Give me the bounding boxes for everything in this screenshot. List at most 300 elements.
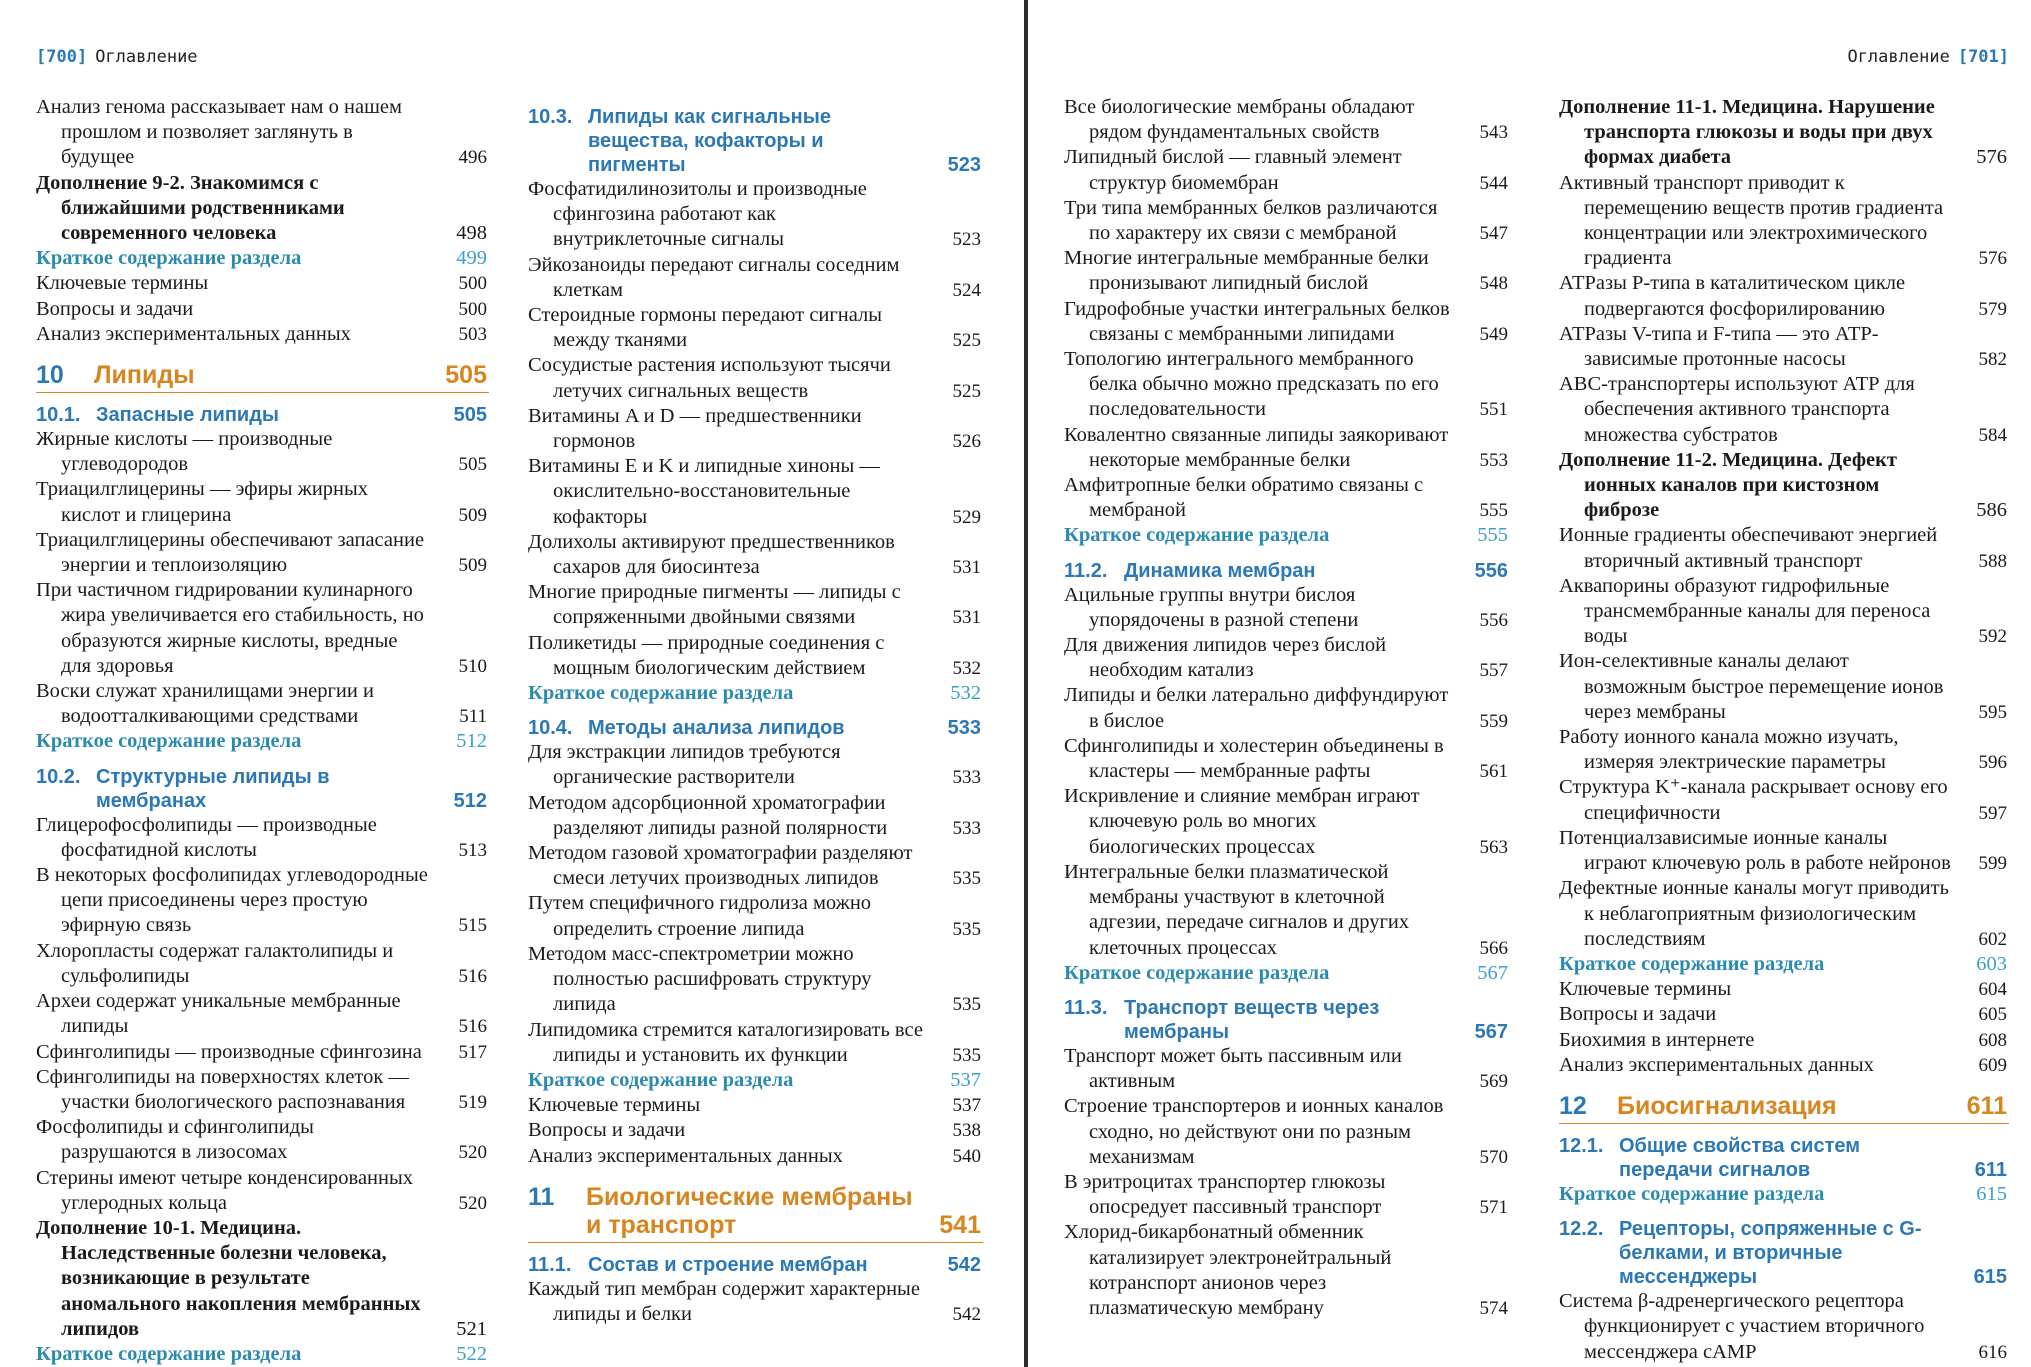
entry-title: Искривление и слияние мембран играют ключевую роль во многих биологических процессах <box>1064 785 1420 858</box>
toc-entry <box>1559 523 2009 573</box>
entry-title: Краткое содержание раздела <box>1559 952 1825 975</box>
entry-title: Дополнение 11-1. Медицина. Нарушение транспорта глюкозы и воды при двух формах диабета <box>1559 96 1935 169</box>
section-heading <box>1064 559 1510 583</box>
section-number: 10.3. <box>528 106 573 128</box>
summary-entry <box>1559 952 2009 977</box>
toc-entry <box>1064 145 1510 195</box>
section-title-text: Транспорт веществ через мембраны <box>1124 996 1380 1043</box>
entry-page-number: 605 <box>1978 1004 2007 1026</box>
toc-entry <box>1064 633 1510 683</box>
toc-entry <box>1064 683 1510 733</box>
entry-page-number: 608 <box>1978 1029 2007 1051</box>
summary-entry <box>1064 961 1510 986</box>
toc-entry <box>36 297 489 322</box>
entry-page-number: 523 <box>952 229 981 251</box>
right-header-title: Оглавление <box>1847 47 1950 67</box>
entry-page-number: 519 <box>458 1091 487 1113</box>
entry-page-number: 567 <box>1477 961 1508 984</box>
entry-title: Дополнение 11-2. Медицина. Дефект ионных каналов при кистозном фиброзе <box>1559 448 1897 522</box>
toc-entry <box>528 1093 983 1118</box>
section-title <box>528 716 983 740</box>
entry-page-number: 592 <box>1978 626 2007 648</box>
toc-entry <box>1559 725 2009 775</box>
section-number: 10.1. <box>36 404 81 427</box>
entry-page-number: 574 <box>1479 1297 1508 1319</box>
toc-entry <box>1559 826 2009 876</box>
entry-page-number: 522 <box>456 1342 487 1365</box>
entry-title: Триацилглицерины — эфиры жирных кислот и глицерина <box>36 478 369 526</box>
entry-title: Триацилглицерины обеспечивают запасание энергии и теплоизоляцию <box>36 528 425 577</box>
entry-page-number: 570 <box>1479 1146 1508 1168</box>
entry-title: Сфинголипиды — производные сфингозина <box>36 1040 422 1063</box>
section-heading <box>1064 996 1510 1044</box>
toc-entry <box>1064 423 1510 473</box>
supplement-entry <box>1559 95 2009 171</box>
entry-title: Стерины имеют четыре конденсированных углеродных кольца <box>36 1166 414 1214</box>
entry-title: АТРазы V-типа и F-типа — это АТР-зависимые протонные насосы <box>1559 322 1879 371</box>
toc-entry <box>528 841 983 891</box>
chapter-heading <box>1559 1092 2009 1124</box>
toc-entry <box>1559 649 2009 725</box>
section-page-number: 615 <box>1973 1266 2007 1289</box>
entry-title: Гидрофобные участки интегральных белков связаны с мембранными липидами <box>1064 297 1450 345</box>
entry-title: Краткое содержание раздела <box>1064 961 1330 984</box>
toc-entry <box>36 578 489 679</box>
entry-page-number: 555 <box>1479 500 1508 522</box>
entry-title: Анализ экспериментальных данных <box>528 1144 843 1167</box>
entry-title: Витамины E и K и липидные хиноны — окислительно-восстановительные кофакторы <box>528 455 880 528</box>
entry-page-number: 498 <box>456 222 487 245</box>
entry-title: Глицерофосфолипиды — производные фосфатидной кислоты <box>36 813 377 861</box>
section-number: 12.2. <box>1559 1218 1604 1241</box>
entry-title: Фосфатидилинозитолы и производные сфингозина работают как внутриклеточные сигналы <box>528 178 867 251</box>
toc-entry <box>528 1118 983 1143</box>
entry-page-number: 569 <box>1479 1071 1508 1093</box>
entry-page-number: 503 <box>458 323 487 345</box>
supplement-entry <box>1559 448 2009 524</box>
toc-entry <box>1559 1289 2009 1365</box>
toc-entry <box>1559 876 2009 952</box>
chapter-heading <box>528 1183 983 1243</box>
entry-title: ABC-транспортеры используют АТР для обеспечения активного транспорта множества субстратов <box>1559 373 1915 446</box>
entry-title: Анализ экспериментальных данных <box>36 322 351 345</box>
toc-entry <box>1064 473 1510 523</box>
chapter-number: 10 <box>36 361 64 390</box>
entry-title: Хлорид-бикарбонатный обменник катализирует электронейтральный котранспорт анионов через плазматическую мембрану <box>1064 1221 1392 1319</box>
chapter-heading <box>36 361 489 393</box>
section-title-text: Запасные липиды <box>96 404 279 427</box>
toc-entry <box>1559 271 2009 321</box>
entry-title: Топологию интегрального мембранного белка обычно можно предсказать по его последовательности <box>1064 348 1439 421</box>
toc-entry <box>1559 171 2009 272</box>
entry-title: Транспорт может быть пассивным или активным <box>1064 1044 1402 1093</box>
summary-entry <box>36 1342 489 1367</box>
toc-entry <box>528 404 983 454</box>
entry-page-number: 500 <box>458 298 487 320</box>
toc-entry <box>1064 784 1510 860</box>
summary-entry <box>1064 523 1510 548</box>
toc-entry <box>528 1277 983 1327</box>
toc-entry <box>528 454 983 530</box>
entry-title: Краткое содержание раздела <box>528 682 794 705</box>
entry-page-number: 515 <box>458 915 487 937</box>
toc-entry <box>1559 775 2009 825</box>
section-heading <box>36 765 489 813</box>
entry-page-number: 525 <box>952 380 981 402</box>
section-page-number: 505 <box>453 404 487 427</box>
chapter-title <box>36 361 489 389</box>
entry-page-number: 597 <box>1978 802 2007 824</box>
summary-entry <box>1559 1182 2009 1207</box>
section-title <box>1559 1217 2009 1289</box>
section-number: 11.1. <box>528 1253 572 1276</box>
entry-title: Эйкозаноиды передают сигналы соседним клеткам <box>528 253 900 301</box>
entry-page-number: 582 <box>1978 349 2007 371</box>
toc-entry <box>1064 860 1510 961</box>
section-number: 12.1. <box>1559 1134 1604 1157</box>
toc-entry <box>1559 1028 2009 1053</box>
toc-entry <box>1064 734 1510 784</box>
toc-entry <box>36 863 489 939</box>
toc-entry <box>528 942 983 1018</box>
entry-title: Стероидные гормоны передают сигналы между тканями <box>528 304 883 352</box>
toc-entry <box>36 989 489 1039</box>
entry-page-number: 609 <box>1978 1054 2007 1076</box>
chapter-title-text: Биосигнализация <box>1617 1091 1837 1120</box>
toc-column-2 <box>528 95 983 1327</box>
section-title <box>1064 996 1510 1044</box>
entry-page-number: 510 <box>458 655 487 677</box>
section-heading <box>1559 1134 2009 1182</box>
entry-page-number: 603 <box>1976 952 2007 975</box>
entry-page-number: 604 <box>1978 979 2007 1001</box>
entry-title: Ключевые термины <box>36 272 209 295</box>
left-running-head <box>36 47 198 67</box>
entry-title: Все биологические мембраны обладают рядом фундаментальных свойств <box>1064 96 1415 144</box>
entry-page-number: 544 <box>1479 172 1508 194</box>
toc-column-1 <box>36 95 489 1367</box>
chapter-title-text: Липиды <box>94 361 195 390</box>
entry-page-number: 549 <box>1479 323 1508 345</box>
section-number: 11.3. <box>1064 996 1108 1019</box>
toc-entry <box>1064 246 1510 296</box>
entry-title: Жирные кислоты — производные углеводородов <box>36 428 333 476</box>
left-page-number: [700] <box>36 47 88 67</box>
entry-page-number: 553 <box>1479 449 1508 471</box>
entry-page-number: 556 <box>1479 609 1508 631</box>
section-title <box>528 1253 983 1277</box>
toc-entry <box>528 740 983 790</box>
toc-entry <box>36 528 489 578</box>
entry-title: Активный транспорт приводит к перемещению веществ против градиента концентрации или электрохимического градиента <box>1559 171 1944 270</box>
chapter-title <box>1559 1092 2009 1120</box>
toc-entry <box>36 813 489 863</box>
toc-entry <box>36 679 489 729</box>
entry-title: Аквапорины образуют гидрофильные трансмембранные каналы для переноса воды <box>1559 574 1931 648</box>
entry-title: Сфинголипиды на поверхностях клеток — участки биологического распознавания <box>36 1065 409 1113</box>
entry-page-number: 615 <box>1976 1182 2007 1205</box>
supplement-entry <box>36 171 489 247</box>
entry-page-number: 526 <box>952 431 981 453</box>
section-number: 11.2. <box>1064 559 1108 582</box>
entry-page-number: 538 <box>952 1120 981 1142</box>
entry-title: Для экстракции липидов требуются органические растворители <box>528 741 841 789</box>
entry-page-number: 588 <box>1978 550 2007 572</box>
toc-entry <box>528 1144 983 1169</box>
entry-title: Липидомика стремится каталогизировать все липиды и установить их функции <box>528 1018 923 1066</box>
entry-title: Биохимия в интернете <box>1559 1028 1755 1051</box>
summary-entry <box>528 681 983 706</box>
entry-title: Сосудистые растения используют тысячи летучих сигнальных веществ <box>528 354 891 402</box>
entry-title: Методом адсорбционной хроматографии разделяют липиды разной полярности <box>528 791 888 839</box>
entry-page-number: 595 <box>1978 701 2007 723</box>
entry-page-number: 517 <box>458 1041 487 1063</box>
toc-entry <box>1064 1170 1510 1220</box>
toc-entry <box>1559 322 2009 372</box>
summary-entry <box>36 246 489 271</box>
entry-page-number: 525 <box>952 330 981 352</box>
entry-title: Потенциалзависимые ионные каналы играют ключевую роль в работе нейронов <box>1559 826 1951 875</box>
section-heading <box>528 716 983 740</box>
section-page-number: 611 <box>1974 1158 2007 1181</box>
toc-entry <box>36 1115 489 1165</box>
entry-title: Краткое содержание раздела <box>36 1342 302 1365</box>
section-heading <box>528 1253 983 1277</box>
section-title <box>1559 1134 2009 1182</box>
toc-entry <box>1064 196 1510 246</box>
toc-entry <box>36 1040 489 1065</box>
entry-title: Краткое содержание раздела <box>36 730 302 753</box>
entry-title: Долихолы активируют предшественников сахаров для биосинтеза <box>528 530 895 579</box>
entry-title: Система β-адренергического рецептора функционирует с участием вторичного мессенджера cAMP <box>1559 1290 1925 1363</box>
entry-title: Краткое содержание раздела <box>1559 1182 1825 1205</box>
entry-title: Липиды и белки латерально диффундируют в бислое <box>1064 684 1449 732</box>
toc-entry <box>528 177 983 253</box>
toc-entry <box>36 1065 489 1115</box>
entry-title: В эритроцитах транспортер глюкозы опосредует пассивный транспорт <box>1064 1170 1386 1219</box>
toc-entry <box>36 322 489 347</box>
entry-page-number: 586 <box>1976 499 2007 522</box>
entry-page-number: 521 <box>456 1317 487 1340</box>
entry-page-number: 535 <box>952 1044 981 1066</box>
entry-page-number: 509 <box>458 555 487 577</box>
section-title <box>36 403 489 427</box>
toc-entry <box>36 95 489 171</box>
toc-entry <box>1064 297 1510 347</box>
entry-page-number: 520 <box>458 1142 487 1164</box>
right-page <box>1028 0 2031 1367</box>
section-title-text: Общие свойства систем передачи сигналов <box>1619 1134 1861 1181</box>
entry-page-number: 505 <box>458 454 487 476</box>
chapter-number: 11 <box>528 1182 555 1211</box>
section-page-number: 567 <box>1474 1020 1508 1043</box>
entry-page-number: 596 <box>1978 752 2007 774</box>
section-page-number: 523 <box>947 154 981 176</box>
entry-page-number: 516 <box>458 1016 487 1038</box>
entry-title: Липидный бислой — главный элемент структур биомембран <box>1064 146 1402 194</box>
toc-entry <box>528 253 983 303</box>
entry-title: Интегральные белки плазматической мембраны участвуют в клеточной адгезии, передаче сигналов и других клеточных процессах <box>1064 860 1410 959</box>
entry-title: Анализ генома рассказывает нам о нашем прошлом и позволяет заглянуть в будущее <box>36 96 402 169</box>
toc-entry <box>1559 372 2009 448</box>
entry-title: Ключевые термины <box>1559 978 1732 1001</box>
section-title-text: Структурные липиды в мембранах <box>96 765 330 812</box>
entry-title: Путем специфичного гидролиза можно определить строение липида <box>528 892 872 940</box>
entry-title: Строение транспортеров и ионных каналов сходно, но действуют они по разным механизмам <box>1064 1095 1444 1168</box>
entry-page-number: 496 <box>458 147 487 169</box>
entry-page-number: 576 <box>1978 248 2007 270</box>
section-title-text: Состав и строение мембран <box>588 1253 868 1276</box>
section-page-number: 512 <box>453 789 487 812</box>
chapter-page-number: 541 <box>939 1210 981 1239</box>
toc-entry <box>528 891 983 941</box>
entry-page-number: 535 <box>952 918 981 940</box>
toc-entry <box>36 477 489 527</box>
chapter-title <box>528 1183 983 1239</box>
entry-page-number: 524 <box>952 279 981 301</box>
entry-title: Вопросы и задачи <box>528 1119 686 1142</box>
entry-page-number: 516 <box>458 965 487 987</box>
toc-entry <box>1064 583 1510 633</box>
entry-title: При частичном гидрировании кулинарного жира увеличивается его стабильность, но образуются жирные кислоты, вредные для здоровья <box>36 579 424 677</box>
entry-title: Фосфолипиды и сфинголипиды разрушаются в лизосомах <box>36 1116 314 1164</box>
entry-title: Структура K⁺-канала раскрывает основу его специфичности <box>1559 776 1948 824</box>
entry-title: Ионные градиенты обеспечивают энергией вторичный активный транспорт <box>1559 524 1938 572</box>
toc-column-3 <box>1064 95 1510 1321</box>
entry-page-number: 520 <box>458 1192 487 1214</box>
entry-title: АТРазы P-типа в каталитическом цикле подвергаются фосфорилированию <box>1559 272 1906 320</box>
entry-title: Поликетиды — природные соединения с мощным биологическим действием <box>528 631 885 679</box>
toc-entry <box>1559 1002 2009 1027</box>
entry-page-number: 602 <box>1978 928 2007 950</box>
entry-page-number: 542 <box>952 1303 981 1325</box>
entry-title: Ацильные группы внутри бислоя упорядочены в разной степени <box>1064 583 1359 631</box>
entry-page-number: 537 <box>950 1068 981 1091</box>
section-page-number: 542 <box>947 1253 981 1276</box>
section-number: 10.4. <box>528 717 573 740</box>
entry-title: Ион-селективные каналы делают возможным быстрое перемещение ионов через мембраны <box>1559 650 1944 723</box>
entry-page-number: 535 <box>952 868 981 890</box>
entry-page-number: 599 <box>1978 853 2007 875</box>
entry-page-number: 551 <box>1479 399 1508 421</box>
section-page-number: 533 <box>947 717 981 740</box>
entry-title: Краткое содержание раздела <box>36 247 302 270</box>
toc-entry <box>1559 1053 2009 1078</box>
entry-title: Методом масс-спектрометрии можно полностью расшифровать структуру липида <box>528 942 872 1016</box>
entry-page-number: 616 <box>1978 1341 2007 1363</box>
chapter-page-number: 611 <box>1966 1091 2007 1120</box>
toc-entry <box>528 580 983 630</box>
section-title-text: Динамика мембран <box>1124 559 1316 582</box>
section-page-number: 556 <box>1474 559 1508 582</box>
section-title-text: Липиды как сигнальные вещества, кофакторы и пигменты <box>588 106 831 176</box>
section-heading <box>528 105 983 177</box>
entry-title: Многие природные пигменты — липиды с сопряженными двойными связями <box>528 581 901 629</box>
entry-title: Ключевые термины <box>528 1094 701 1117</box>
entry-title: Анализ экспериментальных данных <box>1559 1053 1874 1076</box>
entry-title: Ковалентно связанные липиды заякоривают некоторые мембранные белки <box>1064 423 1449 471</box>
entry-page-number: 513 <box>458 839 487 861</box>
entry-page-number: 533 <box>952 817 981 839</box>
entry-page-number: 555 <box>1477 524 1508 547</box>
toc-entry <box>1064 1220 1510 1321</box>
entry-title: Работу ионного канала можно изучать, измеряя электрические параметры <box>1559 726 1899 774</box>
toc-entry <box>528 353 983 403</box>
toc-entry <box>1064 347 1510 423</box>
entry-page-number: 537 <box>952 1095 981 1117</box>
entry-page-number: 512 <box>456 730 487 753</box>
entry-page-number: 531 <box>952 607 981 629</box>
entry-page-number: 547 <box>1479 223 1508 245</box>
entry-page-number: 535 <box>952 994 981 1016</box>
entry-title: Воски служат хранилищами энергии и водоотталкивающими средствами <box>36 680 374 728</box>
entry-title: Вопросы и задачи <box>1559 1003 1717 1026</box>
entry-page-number: 563 <box>1479 836 1508 858</box>
entry-title: Дополнение 9-2. Знакомимся с ближайшими родственниками современного человека <box>36 171 345 245</box>
entry-page-number: 500 <box>458 273 487 295</box>
entry-page-number: 532 <box>950 682 981 705</box>
toc-entry <box>528 1018 983 1068</box>
entry-title: Вопросы и задачи <box>36 297 194 320</box>
entry-page-number: 559 <box>1479 710 1508 732</box>
entry-title: Многие интегральные мембранные белки пронизывают липидный бислой <box>1064 247 1429 295</box>
entry-page-number: 511 <box>459 706 487 728</box>
toc-entry <box>1559 977 2009 1002</box>
section-title-text: Методы анализа липидов <box>588 717 845 740</box>
section-number: 10.2. <box>36 765 81 788</box>
entry-page-number: 499 <box>456 247 487 270</box>
toc-entry <box>36 271 489 296</box>
entry-page-number: 557 <box>1479 660 1508 682</box>
toc-entry <box>36 939 489 989</box>
section-heading <box>36 403 489 427</box>
right-running-head <box>1847 47 2009 67</box>
entry-page-number: 548 <box>1479 273 1508 295</box>
entry-page-number: 584 <box>1978 424 2007 446</box>
toc-column-4 <box>1559 95 2009 1365</box>
entry-title: Дополнение 10-1. Медицина. Наследственные болезни человека, возникающие в результате аномального накопления мембранных липидов <box>36 1216 421 1340</box>
toc-entry <box>528 791 983 841</box>
section-title <box>528 105 983 177</box>
entry-page-number: 543 <box>1479 122 1508 144</box>
entry-page-number: 561 <box>1479 761 1508 783</box>
section-title <box>1064 559 1510 583</box>
entry-title: В некоторых фосфолипидах углеводородные цепи присоединены через простую эфирную связь <box>36 864 428 937</box>
entry-title: Краткое содержание раздела <box>1064 524 1330 547</box>
entry-page-number: 566 <box>1479 937 1508 959</box>
summary-entry <box>528 1068 983 1093</box>
toc-entry <box>1064 1094 1510 1170</box>
entry-title: Каждый тип мембран содержит характерные липиды и белки <box>528 1277 920 1325</box>
chapter-page-number: 505 <box>445 361 487 390</box>
left-header-title: Оглавление <box>95 47 198 67</box>
entry-page-number: 579 <box>1978 298 2007 320</box>
toc-entry <box>528 631 983 681</box>
toc-entry <box>528 530 983 580</box>
toc-entry <box>1064 1044 1510 1094</box>
chapter-title-text: Биологические мембраны и транспорт <box>586 1182 913 1239</box>
toc-entry <box>1559 574 2009 650</box>
chapter-number: 12 <box>1559 1091 1587 1120</box>
entry-page-number: 532 <box>952 657 981 679</box>
section-title-text: Рецепторы, сопряженные с G-белками, и вторичные мессенджеры <box>1619 1218 1922 1289</box>
entry-title: Витамины A и D — предшественники гормонов <box>528 404 862 453</box>
toc-entry <box>1064 95 1510 145</box>
entry-page-number: 576 <box>1976 146 2007 169</box>
entry-title: Археи содержат уникальные мембранные липиды <box>36 990 401 1038</box>
entry-title: Методом газовой хроматографии разделяют смеси летучих производных липидов <box>528 842 913 890</box>
entry-page-number: 529 <box>952 506 981 528</box>
